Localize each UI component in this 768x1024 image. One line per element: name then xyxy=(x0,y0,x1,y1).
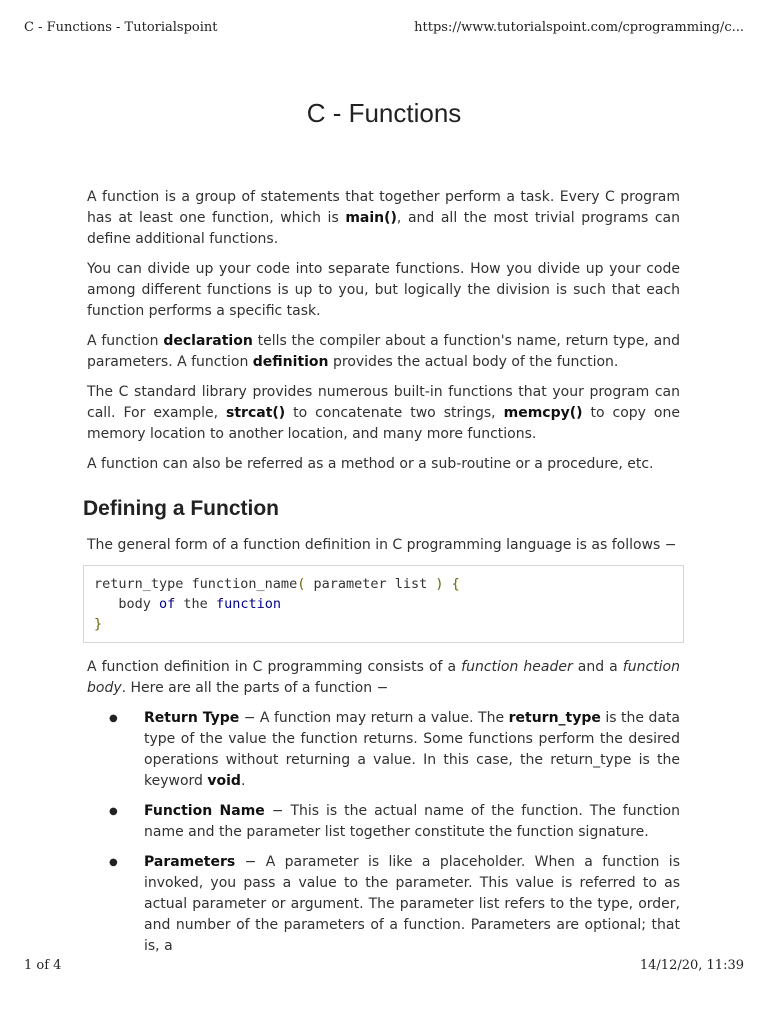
strcat-term: strcat() xyxy=(226,405,286,421)
bullet-icon: ● xyxy=(109,857,118,868)
bullet-icon: ● xyxy=(109,806,118,817)
print-header xyxy=(24,20,744,35)
intro-paragraph-4: The C standard library provides numerous built-in functions that your program can call. For example, strcat() to concatenate two strings, memcpy() to copy one memory location to another location, and many more functions. xyxy=(87,384,680,442)
intro-paragraph-5: A function can also be referred as a method or a sub-routine or a procedure, etc. xyxy=(87,456,654,472)
parameters-term: Parameters xyxy=(144,854,236,870)
list-item: ● Return Type − A function may return a value. The return_type is the data type of the value the function returns. Some functions perform the desired operations without returning a value. In this case, the return_type is the keyword void. xyxy=(109,710,680,789)
intro-paragraph-3: A function declaration tells the compiler about a function's name, return type, and parameters. A function definition provides the actual body of the function. xyxy=(87,333,681,370)
print-header-url: https://www.tutorialspoint.com/cprogramming/c... xyxy=(414,20,744,35)
return-type-term: Return Type xyxy=(144,710,240,726)
memcpy-term: memcpy() xyxy=(503,405,583,421)
section-lead: The general form of a function definition in C programming language is as follows − xyxy=(87,537,677,553)
void-keyword: void xyxy=(207,773,241,789)
function-body-term: function body xyxy=(87,659,680,696)
print-timestamp: 14/12/20, 11:39 xyxy=(639,958,744,973)
function-header-term: function header xyxy=(461,659,573,675)
function-parts-list xyxy=(87,708,680,957)
page-title: C - Functions xyxy=(306,98,462,128)
parts-intro: A function definition in C programming consists of a function header and a function body. Here are all the parts of a function − xyxy=(87,659,680,696)
section-heading: Defining a Function xyxy=(83,497,279,520)
declaration-term: declaration xyxy=(163,333,253,349)
page-number: 1 of 4 xyxy=(24,958,62,973)
bullet-icon: ● xyxy=(109,713,118,724)
list-item: ● Function Name − This is the actual name of the function. The function name and the parameter list together constitute the function signature. xyxy=(109,803,680,840)
print-footer xyxy=(24,958,744,973)
code-block: return_type function_name( parameter list ) { body of the function } xyxy=(83,565,684,643)
article-content xyxy=(83,187,681,966)
print-header-title: C - Functions - Tutorialspoint xyxy=(24,20,218,35)
function-name-term: Function Name xyxy=(144,803,265,819)
main-function-term: main() xyxy=(345,210,397,226)
return-type-keyword: return_type xyxy=(508,710,601,726)
list-item: ● Parameters − A parameter is like a placeholder. When a function is invoked, you pass a value to the parameter. This value is referred to as actual parameter or argument. The parameter list refers to the type, order, and number of the parameters of a function. Parameters are optional; that is, a xyxy=(109,854,680,954)
definition-term: definition xyxy=(252,354,329,370)
intro-paragraph-2: You can divide up your code into separate functions. How you divide up your code among different functions is up to you, but logically the division is such that each function performs a specific task. xyxy=(87,261,680,319)
intro-paragraph-1: A function is a group of statements that together perform a task. Every C program has at least one function, which is main(), and all the most trivial programs can define additional functions. xyxy=(87,189,680,247)
